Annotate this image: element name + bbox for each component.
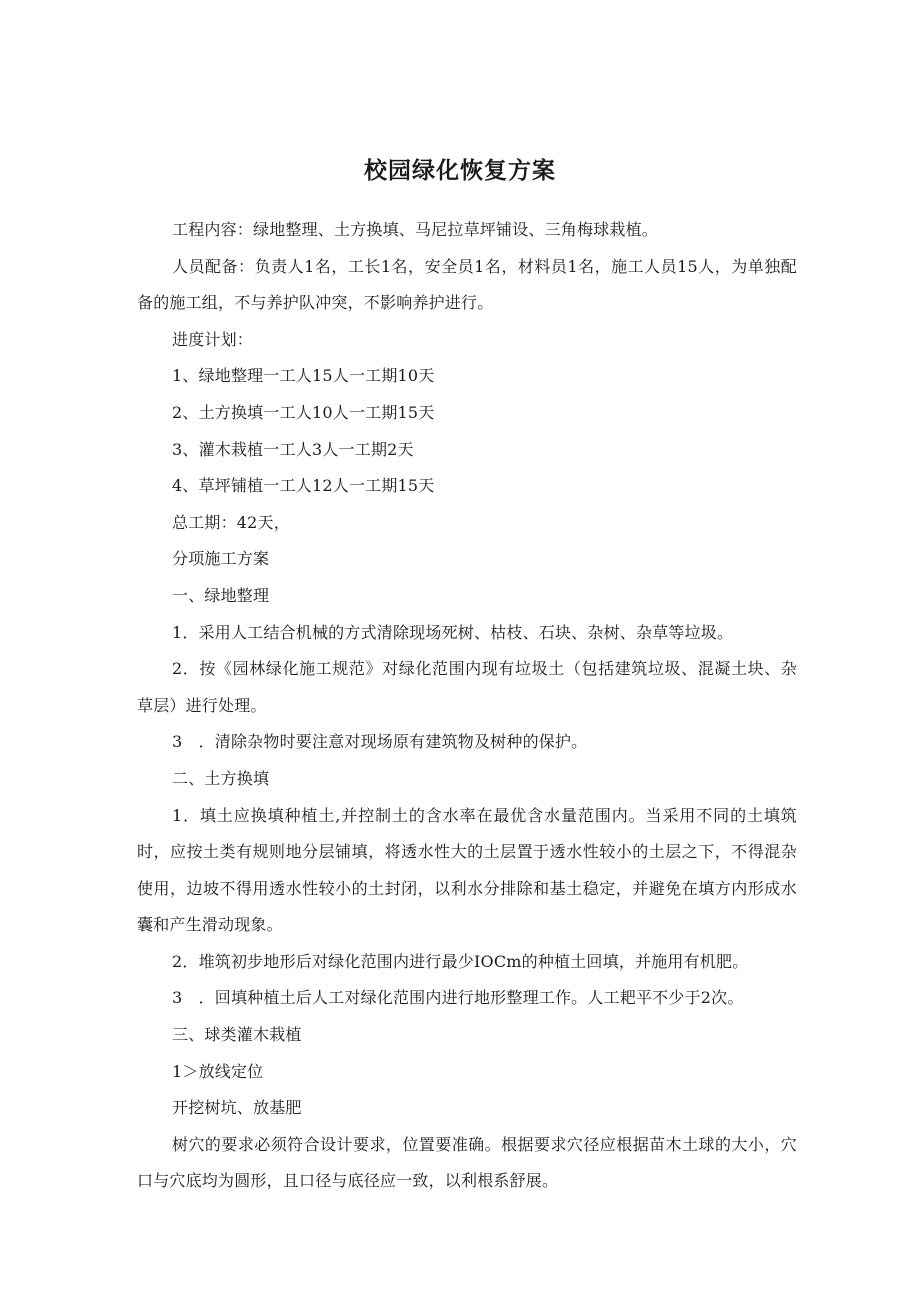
section-2-item-3: 3 ．回填种植土后人工对绿化范围内进行地形整理工作。人工耙平不少于2次。: [172, 988, 744, 1008]
section-heading-2: 二、土方换填: [172, 768, 270, 788]
section-heading-3: 三、球类灌木栽植: [172, 1025, 302, 1045]
document-body: [137, 212, 797, 1200]
section-1-item-1: 1．采用人工结合机械的方式清除现场死树、枯枝、石块、杂树、杂草等垃圾。: [172, 622, 734, 642]
section-heading-plan: 分项施工方案: [172, 549, 270, 569]
section-heading-1: 一、绿地整理: [172, 585, 270, 605]
schedule-item-1: 1、绿地整理一工人15人一工期10天: [172, 366, 435, 386]
section-3-subheading-1: 1＞放线定位: [172, 1061, 264, 1081]
schedule-item-4: 4、草坪铺植一工人12人一工期15天: [172, 476, 435, 496]
document-title: 校园绿化恢复方案: [364, 158, 556, 184]
section-2-item-2: 2．堆筑初步地形后对绿化范围内进行最少IOCm的种植土回填，并施用有机肥。: [172, 951, 749, 971]
paragraph-staffing: 人员配备：负责人1名，工长1名，安全员1名，材料员1名，施工人员15人，为单独配备的施工组，不与养护队冲突，不影响养护进行。: [137, 256, 797, 313]
paragraph-schedule-heading: 进度计划：: [172, 329, 254, 349]
section-3-subheading-2: 开挖树坑、放基肥: [172, 1098, 302, 1118]
total-duration: 总工期：42天，: [172, 512, 290, 532]
paragraph-scope: 工程内容：绿地整理、土方换填、马尼拉草坪铺设、三角梅球栽植。: [172, 220, 659, 239]
section-1-item-2: 2．按《园林绿化施工规范》对绿化范围内现有垃圾土（包括建筑垃圾、混凝土块、杂草层）进行处理。: [137, 659, 797, 715]
schedule-item-3: 3、灌木栽植一工人3人一工期2天: [172, 439, 414, 459]
section-2-item-1: 1．填土应换填种植土,并控制土的含水率在最优含水量范围内。当采用不同的土填筑时，应按土类有规则地分层铺填，将透水性大的土层置于透水性较小的土层之下，不得混杂使用，边坡不得用透水性较小的土封闭，以利水分排除和基土稳定，并避免在填方内形成水囊和产生滑动现象。: [137, 805, 797, 935]
section-3-paragraph: 树穴的要求必须符合设计要求，位置要准确。根据要求穴径应根据苗木土球的大小，穴口与穴底均为圆形，且口径与底径应一致，以利根系舒展。: [137, 1134, 797, 1191]
schedule-item-2: 2、土方换填一工人10人一工期15天: [172, 402, 435, 422]
section-1-item-3: 3 ．清除杂物时要注意对现场原有建筑物及树种的保护。: [172, 732, 588, 752]
